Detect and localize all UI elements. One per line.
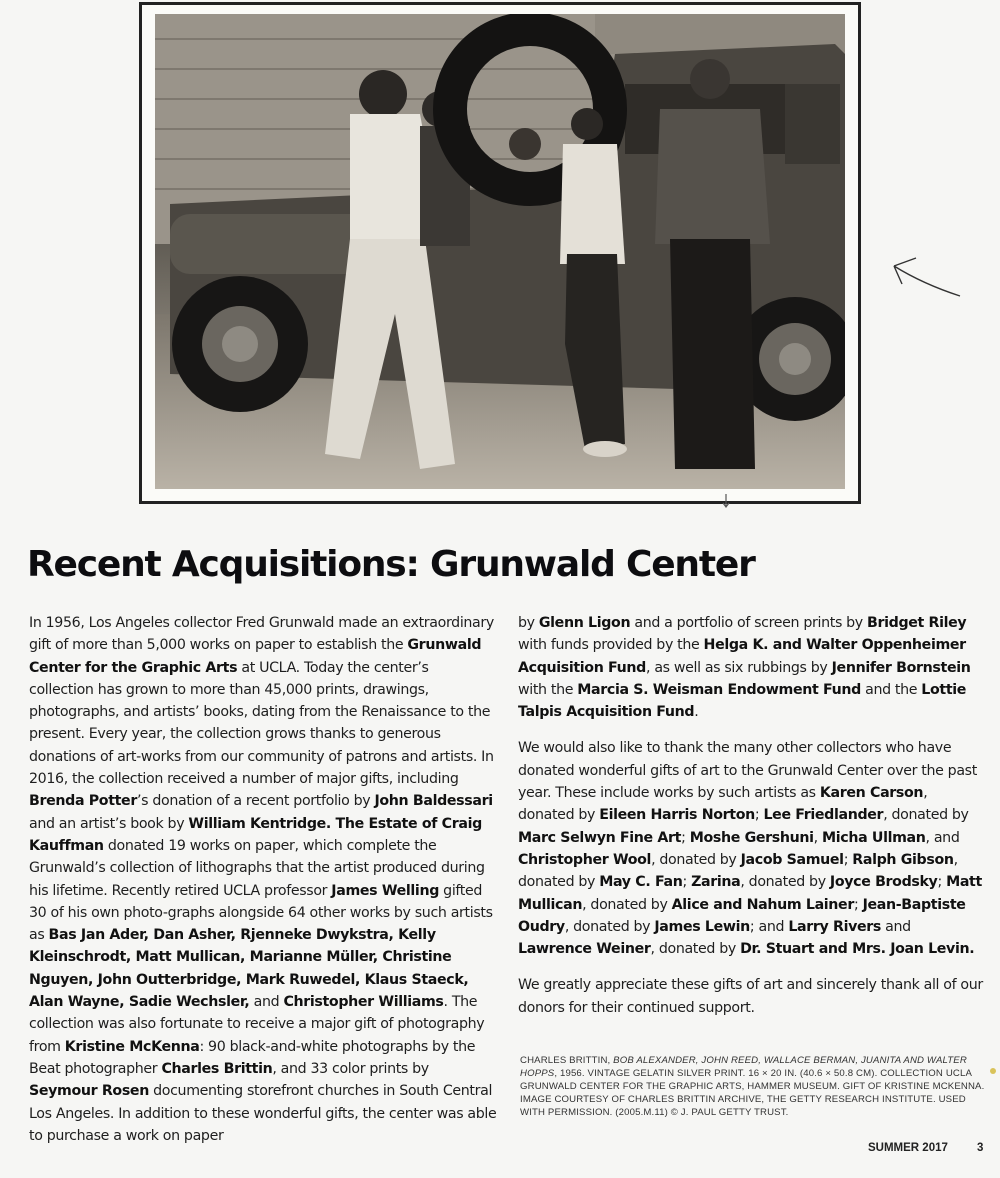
text-run: ; and xyxy=(749,918,789,935)
bold-name: Jennifer Bornstein xyxy=(831,659,971,676)
page-number: 3 xyxy=(977,1142,984,1154)
text-run: , donated by xyxy=(518,785,928,824)
photo-illustration xyxy=(155,14,845,489)
text-run: ; xyxy=(682,874,692,891)
pen-mark xyxy=(719,493,733,509)
text-run: In 1956, Los Angeles collector Fred Grunwald made an extraordinary gift of more than 5,000 works on paper to establish the xyxy=(29,615,494,654)
article-column-right xyxy=(518,612,986,1033)
bold-name: Bas Jan Ader, Dan Asher, Rjenneke Dwykstra, Kelly Kleinschrodt, Matt Mullican, Marianne Müller, Christine Nguyen, John Outterbridge, Mark Ruwedel, Klaus Staeck, Alan Wayne, Sadie Wechsler, xyxy=(29,927,469,1011)
caption-details: , 1956. VINTAGE GELATIN SILVER PRINT. 16 × 20 IN. (40.6 × 50.8 CM). COLLECTION UCLA GRUNWALD CENTER FOR THE GRAPHIC ARTS, HAMMER MUSEUM. GIFT OF KRISTINE MCKENNA. IMAGE COURTESY OF CHARLES BRITTIN ARCHIVE, THE GETTY RESEARCH INSTITUTE. USED WITH PERMISSION. (2005.M.11) © J. PAUL GETTY TRUST. xyxy=(520,1068,985,1118)
bold-name: Lottie Talpis Acquisition Fund xyxy=(518,681,967,721)
bold-name: Charles Brittin xyxy=(161,1060,273,1077)
bold-name: Bridget Riley xyxy=(867,615,967,631)
bold-name: Seymour Rosen xyxy=(29,1083,149,1100)
bold-name: Larry Rivers xyxy=(788,918,882,935)
bold-name: Matt Mullican xyxy=(518,874,982,913)
text-run: , donated by xyxy=(883,807,969,824)
text-run: ; xyxy=(754,807,764,824)
text-run: and a portfolio of screen prints by xyxy=(630,615,868,631)
bold-name: Kristine McKenna xyxy=(64,1038,200,1055)
text-run: and the xyxy=(860,681,922,698)
bold-name: Moshe Gershuni xyxy=(689,829,814,846)
bold-name: Eileen Harris Norton xyxy=(599,807,755,824)
text-run: : 90 black-and-white photographs by the Beat photographer xyxy=(29,1038,476,1077)
caption-credit: CHARLES BRITTIN, xyxy=(520,1055,614,1066)
text-run: We would also like to thank the many other collectors who have donated wonderful gifts of art to the Grunwald Center over the past year. These include works by such artists as xyxy=(518,740,977,802)
paragraph xyxy=(518,974,986,1019)
article-title: Recent Acquisitions: Grunwald Center xyxy=(27,544,755,585)
text-run: We greatly appreciate these gifts of art and sincerely thank all of our donors for their continued support. xyxy=(518,977,983,1016)
paragraph xyxy=(29,612,497,1147)
text-run: , and xyxy=(925,829,960,846)
text-run: gifted 30 of his own photo-graphs alongside 64 other works by such artists as xyxy=(29,882,493,944)
text-run: and xyxy=(881,918,911,935)
bold-name: Christopher Wool xyxy=(518,851,652,868)
text-run: with the xyxy=(518,681,578,698)
text-run: documenting storefront churches in South Central Los Angeles. In addition to these wonderful gifts, the center was able to purchase a work on paper xyxy=(29,1083,497,1144)
paragraph xyxy=(518,737,986,960)
issue-label: SUMMER 2017 xyxy=(868,1142,948,1154)
text-run: , donated by xyxy=(582,896,672,913)
bold-name: Lee Friedlander xyxy=(763,807,884,824)
text-run: and an artist’s book by xyxy=(29,815,189,832)
scan-speck xyxy=(990,1068,996,1074)
bold-name: Zarina xyxy=(691,874,741,891)
bold-name: Micha Ullman xyxy=(822,829,926,846)
bold-name: James Welling xyxy=(331,882,439,899)
bold-name: Dr. Stuart and Mrs. Joan Levin. xyxy=(740,941,975,958)
photo-caption xyxy=(520,1054,990,1119)
text-run: , donated by xyxy=(650,941,741,958)
photo-frame xyxy=(139,2,861,504)
bold-name: Marcia S. Weisman Endowment Fund xyxy=(577,681,861,698)
text-run: and xyxy=(249,994,284,1011)
text-run: . The collection was also fortunate to receive a major gift of photography from xyxy=(29,994,485,1055)
bold-name: Joyce Brodsky xyxy=(829,874,938,891)
text-run: , xyxy=(813,829,822,846)
text-run: with funds provided by the xyxy=(518,637,704,654)
caption-artwork-title: BOB ALEXANDER, JOHN REED, WALLACE BERMAN, JUANITA AND WALTER HOPPS xyxy=(520,1055,967,1079)
bold-name: Alice and Nahum Lainer xyxy=(671,896,854,913)
text-run: ’s donation of a recent portfolio by xyxy=(136,793,375,810)
text-run: at UCLA. Today the center’s collection has grown to more than 45,000 prints, drawings, photographs, and artists’ books, dating from the Renaissance to the present. Every year, the collection grows thanks to generous donations of art-works from our community of patrons and artists. In 2016, the collection received a number of major gifts, including xyxy=(29,659,494,788)
bold-name: Grunwald Center for the Graphic Arts xyxy=(29,637,482,676)
text-run: ; xyxy=(853,896,863,913)
bold-name: Christopher Williams xyxy=(283,994,444,1011)
text-run: by xyxy=(518,615,539,631)
article-photo xyxy=(155,14,845,489)
text-run: , as well as six rubbings by xyxy=(646,659,832,676)
text-run: . xyxy=(694,704,699,721)
text-run: , donated by xyxy=(564,918,655,935)
paragraph xyxy=(518,612,986,723)
pen-arrow-annotation xyxy=(888,252,968,302)
text-run: , donated by xyxy=(518,851,958,891)
bold-name: Ralph Gibson xyxy=(852,851,954,868)
text-run: ; xyxy=(681,829,690,846)
text-run: ; xyxy=(937,874,947,891)
bold-name: Glenn Ligon xyxy=(538,615,631,631)
bold-name: Helga K. and Walter Oppenheimer Acquisition Fund xyxy=(518,637,966,676)
text-run: donated 19 works on paper, which complete the Grunwald’s collection of lithographs that the artist produced during his lifetime. Recently retired UCLA professor xyxy=(29,837,485,899)
text-run: ; xyxy=(843,851,853,868)
bold-name: Jacob Samuel xyxy=(740,851,844,868)
bold-name: May C. Fan xyxy=(599,874,683,891)
bold-name: Lawrence Weiner xyxy=(518,941,651,958)
bold-name: Jean-Baptiste Oudry xyxy=(518,896,966,935)
bold-name: Marc Selwyn Fine Art xyxy=(518,829,682,846)
text-run: , donated by xyxy=(740,874,830,891)
bold-name: James Lewin xyxy=(654,918,750,935)
bold-name: William Kentridge. The Estate of Craig Kauffman xyxy=(29,815,482,854)
text-run: , and 33 color prints by xyxy=(272,1060,429,1077)
article-column-left xyxy=(29,612,497,1161)
bold-name: Brenda Potter xyxy=(29,793,137,810)
bold-name: John Baldessari xyxy=(374,793,493,810)
bold-name: Karen Carson xyxy=(819,785,924,802)
text-run: , donated by xyxy=(651,851,741,868)
